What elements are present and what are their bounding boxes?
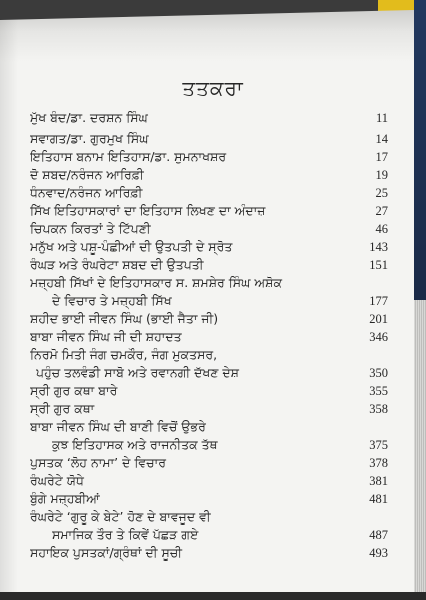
toc-entry-line	[30, 274, 388, 292]
toc-entry	[30, 202, 388, 220]
toc-entry-page-number: 355	[369, 384, 388, 398]
toc-entry-title: ਇਤਿਹਾਸ ਬਨਾਮ ਇਤਿਹਾਸ/ਡਾ. ਸੁਮਨਾਖਸ਼ਰ	[30, 149, 227, 164]
toc-entry	[30, 382, 388, 400]
toc-entry-title: ਪੁਸਤਕ ‘ਲੋਹ ਨਾਮਾ’ ਦੇ ਵਿਚਾਰ	[30, 455, 166, 470]
toc-entry-title-continued: ਪਹੁੰਚ ਤਲਵੰਡੀ ਸਾਬੋ ਅਤੇ ਰਵਾਨਗੀ ਦੱਖਣ ਦੇਸ਼	[36, 365, 239, 380]
toc-entry-line	[30, 220, 388, 238]
toc-entry	[30, 472, 388, 490]
toc-entry-title: ਮਜ਼੍ਹਬੀ ਸਿੱਖਾਂ ਦੇ ਇਤਿਹਾਸਕਾਰ ਸ. ਸ਼ਮਸ਼ੇਰ ਸਿੰਘ ਅਸ਼ੋਕ	[30, 275, 283, 290]
toc-entry-title: ਸਿੱਖ ਇਤਿਹਾਸਕਾਰਾਂ ਦਾ ਇਤਿਹਾਸ ਲਿਖਣ ਦਾ ਅੰਦਾਜ਼	[30, 203, 266, 218]
toc-entry-line	[30, 310, 388, 328]
toc-entry-line	[30, 166, 388, 184]
toc-entry-title: ਨਿਰਮੋ ਮਿਤੀ ਜੰਗ ਚਮਕੌਰ, ਜੰਗ ਮੁਕਤਸਰ,	[30, 347, 218, 362]
toc-entry-line	[30, 256, 388, 274]
bottom-edge	[0, 592, 426, 600]
toc-entry	[30, 310, 388, 328]
toc-entry	[30, 346, 388, 382]
toc-entry	[30, 274, 388, 310]
toc-entry-page-number: 27	[375, 204, 388, 218]
toc-entry-title: ਬਾਬਾ ਜੀਵਨ ਸਿੰਘ ਦੀ ਬਾਣੀ ਵਿਚੋਂ ਉਭਰੇ	[30, 419, 206, 434]
toc-entry-page-number: 493	[369, 546, 388, 560]
toc-entry-page-number: 19	[375, 168, 388, 182]
toc-entry-title: ਦੋ ਸ਼ਬਦ/ਨਰੰਜਨ ਆਰਿਫ਼ੀ	[30, 167, 144, 182]
toc-entry-title: ਮਨੁੱਖ ਅਤੇ ਪਸ਼ੂ-ਪੰਛੀਆਂ ਦੀ ਉਤਪਤੀ ਦੇ ਸ੍ਰੋਤ	[30, 239, 233, 254]
toc-entry-title-continued: ਦੇ ਵਿਚਾਰ ਤੇ ਮਜ਼੍ਹਬੀ ਸਿੱਖ	[52, 293, 172, 308]
toc-entry-title: ਰੰਘਰੇਟੇ ‘ਗੁਰੂ ਕੇ ਬੇਟੇ’ ਹੋਣ ਦੇ ਬਾਵਜੂਦ ਵੀ	[30, 509, 211, 524]
toc-entry-title: ਸ੍ਰੀ ਗੁਰ ਕਥਾ	[30, 401, 95, 416]
toc-entry-line	[30, 400, 388, 418]
toc-entry-line	[30, 418, 388, 436]
toc-entry	[30, 454, 388, 472]
toc-entry	[30, 544, 388, 562]
toc-entry-line	[30, 238, 388, 256]
toc-entry-page-number: 177	[369, 294, 388, 308]
toc-entry-line	[30, 544, 388, 562]
toc-entry-title-continued: ਕੁਝ ਇਤਿਹਾਸਕ ਅਤੇ ਰਾਜਨੀਤਕ ਤੱਥ	[52, 437, 218, 452]
toc-entry-title: ਮੁੱਖ ਬੰਦ/ਡਾ. ਦਰਸ਼ਨ ਸਿੰਘ	[30, 110, 148, 125]
toc-entry-title: ਰੰਘੜ ਅਤੇ ਰੰਘਰੇਟਾ ਸ਼ਬਦ ਦੀ ਉਤਪਤੀ	[30, 257, 204, 272]
toc-entry-line	[30, 328, 388, 346]
toc-entry-page-number: 17	[375, 150, 388, 164]
toc-entry-page-number: 487	[369, 528, 388, 542]
toc-entry	[30, 184, 388, 202]
toc-entry-line	[30, 130, 388, 148]
toc-entry-title: ਰੰਘਰੇਟੇ ਯੋਧੇ	[30, 473, 84, 488]
toc-entry-page-number: 143	[369, 240, 388, 254]
toc-entry-page-number: 358	[369, 402, 388, 416]
toc-entry-page-number: 481	[369, 492, 388, 506]
toc-entry	[30, 328, 388, 346]
toc-entry-line	[30, 346, 388, 364]
toc-entry-line	[30, 472, 388, 490]
toc-entry-line	[30, 292, 388, 310]
toc-entry	[30, 256, 388, 274]
toc-entry	[30, 166, 388, 184]
toc-entry-line	[30, 148, 388, 166]
toc-entry-line	[30, 184, 388, 202]
toc-entry-page-number: 346	[369, 330, 388, 344]
toc-entry	[30, 418, 388, 454]
toc-entry-title: ਸ਼ਹੀਦ ਭਾਈ ਜੀਵਨ ਸਿੰਘ (ਭਾਈ ਜੈਤਾ ਜੀ)	[30, 311, 219, 326]
toc-entry-page-number: 381	[369, 474, 388, 488]
toc-entry-page-number: 378	[369, 456, 388, 470]
toc-entry	[30, 238, 388, 256]
table-of-contents	[30, 109, 388, 562]
toc-entry-title: ਬੁੰਗੇ ਮਜ਼੍ਹਬੀਆਂ	[30, 491, 100, 506]
toc-entry-line	[30, 364, 388, 382]
toc-entry-page-number: 201	[369, 312, 388, 326]
toc-entry-title: ਸ੍ਰੀ ਗੁਰ ਕਥਾ ਬਾਰੇ	[30, 383, 118, 398]
toc-entry-page-number: 14	[375, 132, 388, 146]
toc-entry-title: ਬਾਬਾ ਜੀਵਨ ਸਿੰਘ ਜੀ ਦੀ ਸ਼ਹਾਦਤ	[30, 329, 182, 344]
toc-entry-title-continued: ਸਮਾਜਿਕ ਤੌਰ ਤੇ ਕਿਵੇਂ ਪੱਛੜ ਗਏ	[52, 527, 199, 542]
toc-entry-page-number: 46	[375, 222, 388, 236]
toc-entry-page-number: 350	[369, 366, 388, 380]
toc-entry-page-number: 11	[375, 111, 388, 125]
page-title: ਤਤਕਰਾ	[182, 76, 244, 100]
toc-entry-line	[30, 382, 388, 400]
toc-entry	[30, 148, 388, 166]
toc-entry-line	[30, 490, 388, 508]
toc-entry	[30, 400, 388, 418]
toc-entry	[30, 508, 388, 544]
toc-entry-title: ਸਹਾਇਕ ਪੁਸਤਕਾਂ/ਗ੍ਰੰਥਾਂ ਦੀ ਸੂਚੀ	[30, 545, 183, 560]
toc-entry	[30, 130, 388, 148]
toc-entry-page-number: 151	[369, 258, 388, 272]
book-spine-blue	[414, 0, 426, 300]
toc-entry-line	[30, 109, 388, 127]
toc-entry-page-number: 375	[369, 438, 388, 452]
toc-entry	[30, 490, 388, 508]
book-page-edges	[414, 300, 426, 592]
toc-entry	[30, 109, 388, 127]
toc-entry-line	[30, 202, 388, 220]
toc-entry-line	[30, 526, 388, 544]
toc-entry-title: ਸਵਾਗਤ/ਡਾ. ਗੁਰਮੁਖ ਸਿੰਘ	[30, 131, 149, 146]
toc-entry-line	[30, 454, 388, 472]
toc-entry-title: ਧੰਨਵਾਦ/ਨਰੰਜਨ ਆਰਿਫ਼ੀ	[30, 185, 143, 200]
toc-entry-page-number: 25	[375, 186, 388, 200]
toc-entry-title: ਚਿਪਕਨ ਕਿਰਤਾਂ ਤੇ ਟਿੱਪਣੀ	[30, 221, 151, 236]
toc-entry-line	[30, 508, 388, 526]
toc-entry-line	[30, 436, 388, 454]
toc-entry	[30, 220, 388, 238]
